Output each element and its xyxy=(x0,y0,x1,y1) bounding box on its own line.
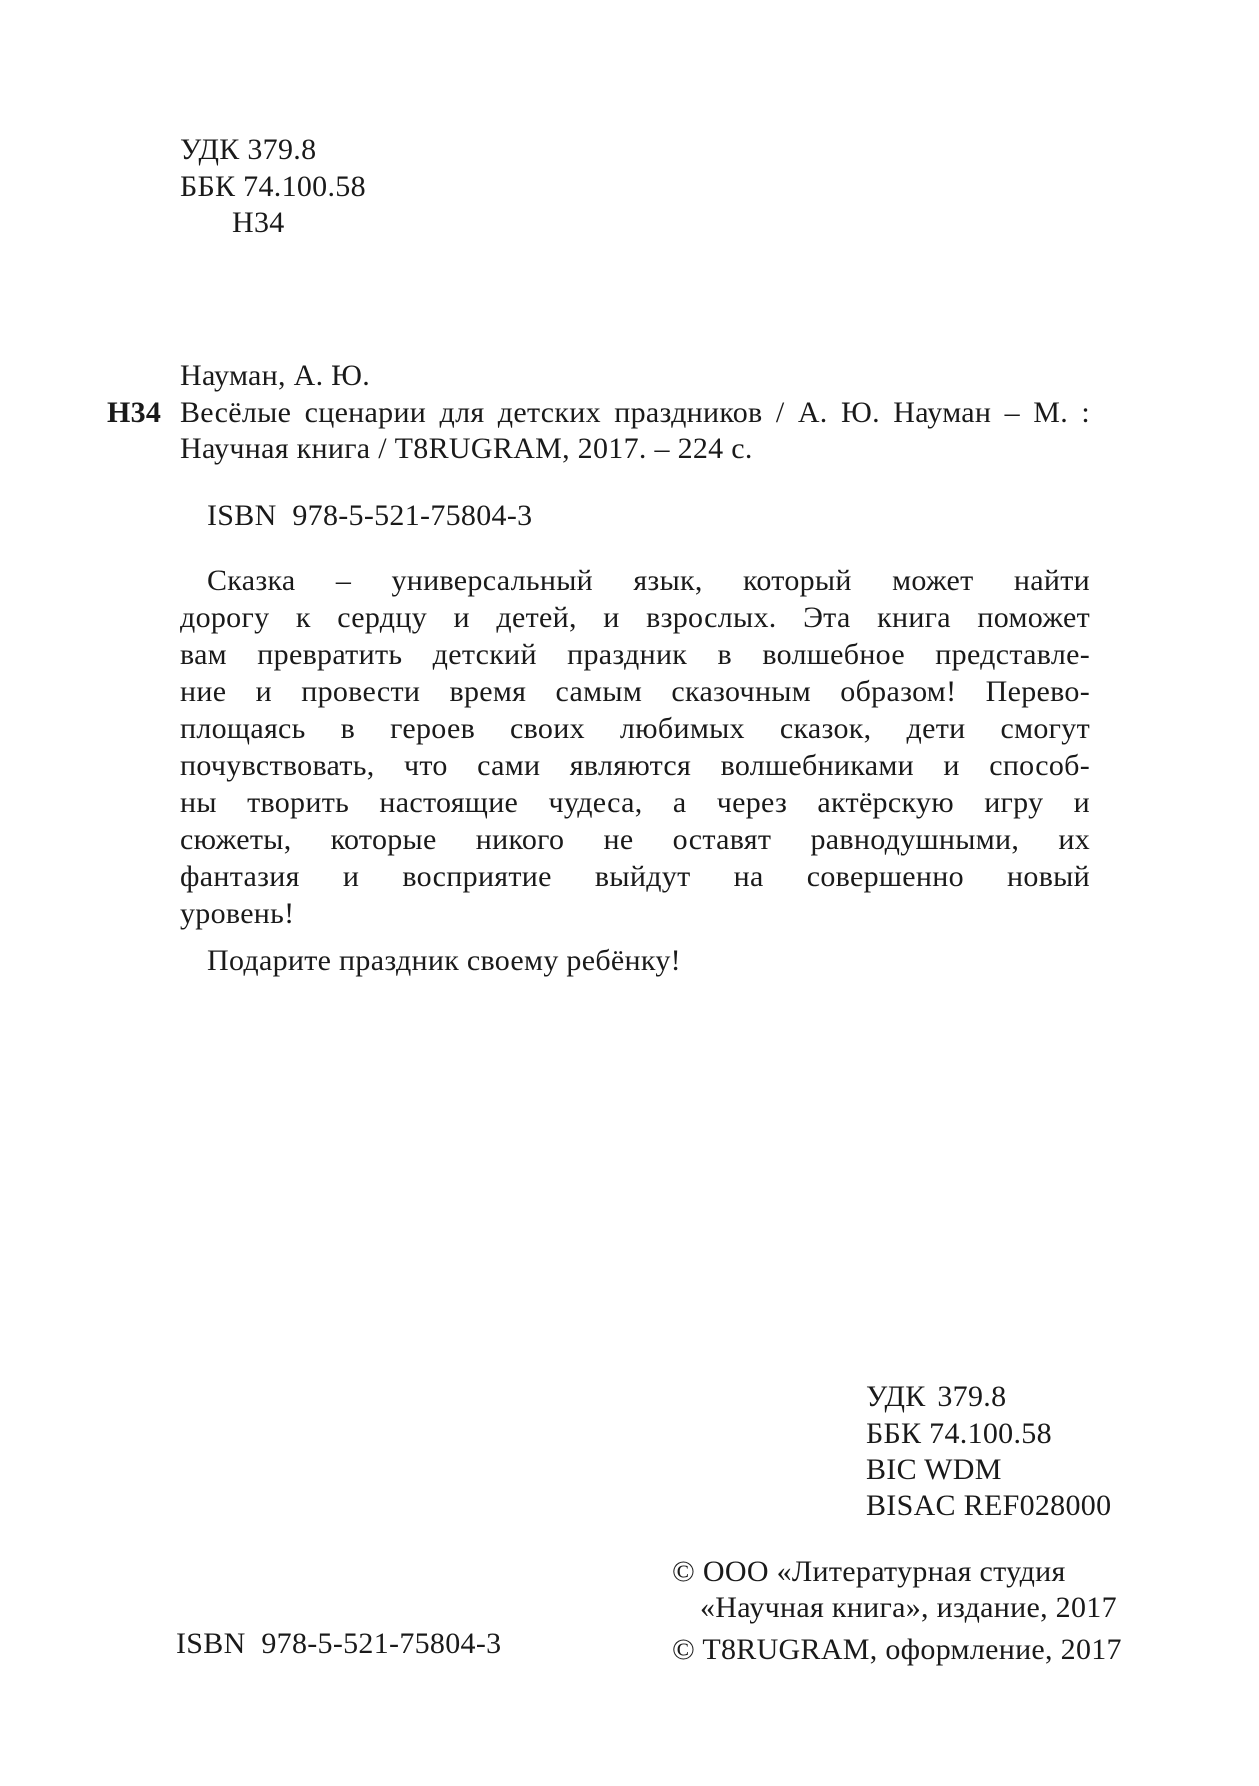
udk-code-bottom: УДК 379.8 xyxy=(866,1380,1007,1413)
copyright-publisher-line1: © ООО «Литературная студия xyxy=(672,1555,1066,1588)
bbk-code-top: ББК 74.100.58 xyxy=(180,170,366,203)
annotation-line: площаясь в героев своих любимых сказок, дети смогут xyxy=(180,712,1090,745)
author-mark-bold: Н34 xyxy=(107,396,162,429)
copyright-publisher-line2: «Научная книга», издание, 2017 xyxy=(700,1591,1117,1624)
udk-code-top: УДК 379.8 xyxy=(180,133,317,166)
annotation-line: уровень! xyxy=(180,897,295,930)
isbn-bottom: ISBN 978-5-521-75804-3 xyxy=(176,1627,502,1660)
bic-code: BIC WDM xyxy=(866,1453,1002,1486)
annotation-line: дорогу к сердцу и детей, и взрослых. Эта книга поможет xyxy=(180,601,1090,634)
book-title-line: Весёлые сценарии для детских праздников / А. Ю. Науман – М. : xyxy=(180,396,1090,429)
annotation-line: фантазия и восприятие выйдут на совершенно новый xyxy=(180,860,1090,893)
annotation-line: сюжеты, которые никого не оставят равнодушными, их xyxy=(180,823,1090,856)
annotation-closing: Подарите праздник своему ребёнку! xyxy=(207,944,681,977)
imprint-line: Научная книга / T8RUGRAM, 2017. – 224 с. xyxy=(180,432,753,465)
author-mark-top: Н34 xyxy=(232,206,285,239)
annotation-line: Сказка – универсальный язык, который может найти xyxy=(207,564,1090,597)
bbk-code-bottom: ББК 74.100.58 xyxy=(866,1417,1052,1450)
annotation-line: вам превратить детский праздник в волшебное представле- xyxy=(180,638,1090,671)
annotation-line: ны творить настоящие чудеса, а через актёрскую игру и xyxy=(180,786,1090,819)
annotation-line: ние и провести время самым сказочным образом! Перево- xyxy=(180,675,1090,708)
bisac-code: BISAC REF028000 xyxy=(866,1489,1112,1522)
isbn-top: ISBN 978-5-521-75804-3 xyxy=(207,499,533,532)
copyright-design: © T8RUGRAM, оформление, 2017 xyxy=(672,1633,1122,1666)
author-name: Науман, А. Ю. xyxy=(180,359,371,392)
annotation-paragraph xyxy=(180,562,1090,932)
annotation-line: почувствовать, что сами являются волшебниками и способ- xyxy=(180,749,1090,782)
